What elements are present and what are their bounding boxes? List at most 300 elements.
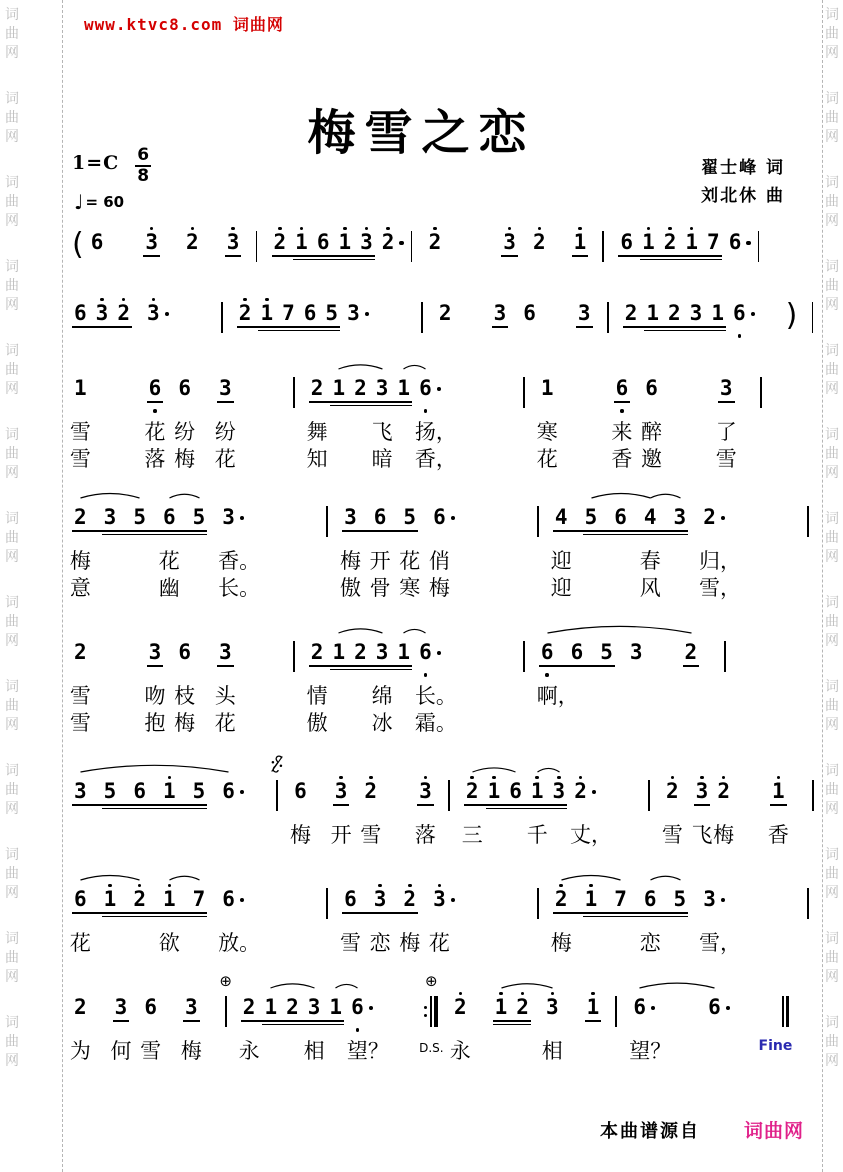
score-line	[69, 620, 788, 735]
barline	[275, 773, 279, 845]
note-2: 2 永	[241, 989, 258, 1061]
barline	[219, 972, 232, 1061]
footer-site-name[interactable]: 词曲网	[744, 1120, 805, 1142]
rail-char: 词	[5, 343, 19, 359]
note-4: 4 春 风	[642, 499, 659, 598]
note-2: 2	[623, 295, 640, 340]
note-6: 6	[706, 989, 723, 1061]
left-watermark-rail	[2, 6, 22, 1172]
rail-char: 词	[825, 175, 839, 191]
note-3: 3	[688, 295, 705, 340]
lyric: 抱	[144, 711, 166, 735]
note-1: 1	[395, 370, 412, 469]
lyric: 梅	[69, 549, 91, 573]
note-6: 6	[72, 295, 89, 340]
note-2: 2	[352, 634, 369, 733]
rail-char: 网	[5, 885, 19, 901]
note-1-high: 1 香	[770, 773, 787, 845]
lyric: 雪，	[699, 931, 742, 955]
note-3: 3 飞 暗	[374, 370, 391, 469]
meter-numerator: 6	[137, 145, 150, 165]
note-2-high: 2	[514, 989, 531, 1061]
lyric: 香	[767, 823, 789, 847]
segno-icon	[271, 755, 284, 773]
rail-char: 曲	[825, 698, 839, 714]
score	[69, 210, 798, 1063]
note-3-high: 3	[501, 224, 518, 269]
note-6-low: 6 长。 霜。	[414, 640, 457, 735]
rail-char: 曲	[825, 278, 839, 294]
lyric: 了	[715, 420, 737, 444]
lyric: 吻	[144, 684, 166, 708]
barline	[420, 295, 424, 340]
rail-char: 曲	[825, 950, 839, 966]
barline	[536, 881, 540, 953]
rail-char: 网	[5, 1053, 19, 1069]
note-3: 3	[72, 773, 89, 845]
right-dashed-border	[822, 0, 823, 1172]
augmentation-dot	[240, 516, 244, 520]
note-5: 5	[191, 773, 208, 845]
tempo-value: = 60	[85, 193, 125, 211]
barline	[606, 295, 610, 340]
barline	[220, 295, 224, 340]
rail-char: 曲	[5, 866, 19, 882]
note-3: 3 纷 花	[214, 376, 236, 471]
rail-char: 词	[825, 1015, 839, 1031]
note-6: 6 花 幽	[161, 499, 178, 598]
lyric: 纷	[214, 420, 236, 444]
barline	[447, 773, 451, 845]
lyric: 纷	[174, 420, 196, 444]
note-5: 5	[583, 499, 600, 598]
lyric: 梅	[180, 1039, 202, 1063]
lyric: 欲	[158, 931, 180, 955]
rail-char: 词	[825, 259, 839, 275]
lyric: 雪	[69, 684, 91, 708]
rail-char: 曲	[5, 362, 19, 378]
rail-char: 曲	[825, 194, 839, 210]
augmentation-dot	[240, 790, 244, 794]
lyric: 暗	[371, 447, 393, 471]
note-3: 3 梅	[180, 995, 202, 1063]
note-2-high: 2	[531, 224, 548, 269]
barline	[522, 634, 526, 733]
lyric: 花	[214, 711, 236, 735]
augmentation-dot	[365, 312, 369, 316]
lyric: 落	[414, 823, 436, 847]
note-2: 2 情 傲	[309, 634, 326, 733]
note-3: 3	[492, 295, 509, 340]
note-1-high: 1	[293, 224, 310, 269]
lyric: 香。	[218, 549, 261, 573]
barline	[723, 634, 727, 733]
augmentation-dot	[651, 1006, 655, 1010]
note-2: 2 舞 知	[309, 370, 326, 469]
lyric: 枝	[174, 684, 196, 708]
augmentation-dot	[592, 790, 596, 794]
score-line	[69, 972, 793, 1063]
note-2-high: 2	[662, 224, 679, 269]
rail-char: 曲	[825, 782, 839, 798]
note-2: 2 梅 意	[72, 499, 89, 598]
note-6-low: 6 来 香	[611, 376, 633, 471]
augmentation-dot	[165, 312, 169, 316]
note-1: 1	[709, 295, 726, 340]
note-6: 6 纷 梅	[174, 376, 196, 471]
note-2-high: 2 丈，	[572, 773, 589, 845]
lyric: 舞	[306, 420, 328, 444]
note-6: 6	[618, 224, 635, 269]
note-5: 5	[191, 499, 208, 598]
lyric: 雪	[360, 823, 382, 847]
lyric: 相	[541, 1039, 563, 1063]
rail-char: 曲	[5, 950, 19, 966]
rail-char: 词	[825, 847, 839, 863]
note-1: 1	[330, 634, 347, 733]
barline	[325, 499, 329, 598]
note-3: 3	[672, 499, 689, 598]
time-signature	[135, 146, 151, 186]
lyric: 开	[330, 823, 352, 847]
rail-char: 曲	[5, 1034, 19, 1050]
barline	[292, 634, 296, 733]
lyric: 梅	[713, 823, 735, 847]
note-6: 6	[131, 773, 148, 845]
barline	[254, 224, 258, 269]
rail-char: 曲	[825, 110, 839, 126]
lyric: 花	[428, 931, 450, 955]
rail-char: 词	[825, 7, 839, 23]
rail-char: 词	[5, 679, 19, 695]
note-2-high: 2 梅	[553, 881, 570, 953]
note-1: 1	[330, 370, 347, 469]
barline	[409, 224, 413, 269]
note-1-high: 1	[683, 224, 700, 269]
rail-char: 曲	[5, 782, 19, 798]
note-2: 2 雪 雪	[69, 640, 91, 735]
note-3: 3 梅 傲	[342, 499, 359, 598]
note-7: 7	[705, 224, 722, 269]
rail-char: 曲	[5, 698, 19, 714]
note-2-high: 2	[115, 295, 132, 340]
quarter-note-icon: ♩	[74, 190, 84, 214]
rail-char: 曲	[5, 446, 19, 462]
lyric: 梅	[289, 823, 311, 847]
barline	[292, 370, 296, 469]
lyric: 意	[69, 576, 91, 600]
note-7: 7	[280, 295, 297, 340]
note-1: 1	[395, 634, 412, 733]
lyric: 花	[214, 447, 236, 471]
rail-char: 曲	[825, 1034, 839, 1050]
note-1-high: 1 千	[529, 773, 546, 845]
rail-char: 曲	[825, 26, 839, 42]
lyric: 啊，	[536, 684, 579, 708]
note-3-high: 3	[94, 295, 111, 340]
lyric: 雪	[715, 447, 737, 471]
rail-char: 网	[825, 465, 839, 481]
note-2-high: 2 三	[464, 773, 481, 845]
lyric: 梅	[174, 447, 196, 471]
note-6: 6 醉 邀	[641, 376, 663, 471]
rail-char: 词	[5, 595, 19, 611]
lyric: 千	[526, 823, 548, 847]
note-6: 6	[523, 301, 536, 325]
note-6: 6 花	[72, 881, 89, 953]
lyric: 花	[69, 931, 91, 955]
lyric: 梅	[399, 931, 421, 955]
lyric: 飞	[371, 420, 393, 444]
credits	[701, 154, 785, 210]
note-1-high: 1 欲	[161, 881, 178, 953]
note-6-low: 6 望？	[346, 995, 389, 1063]
note-6-low: 6	[731, 295, 748, 340]
score-line	[72, 281, 798, 340]
note-2: 2	[284, 989, 301, 1061]
note-2-high: 2 梅	[715, 773, 732, 845]
augmentation-dot	[726, 1006, 730, 1010]
barline	[601, 224, 605, 269]
rail-char: 曲	[5, 614, 19, 630]
note-1-high: 1	[102, 881, 119, 953]
lyric: 梅	[339, 549, 361, 573]
segno-icon	[271, 755, 284, 773]
parenthesis: (	[72, 227, 84, 262]
score-line	[69, 867, 788, 955]
repeat-end-barline	[419, 972, 444, 1061]
augmentation-dot	[240, 898, 244, 902]
lyric: 望？	[346, 1039, 389, 1063]
lyric: 雪	[339, 931, 361, 955]
lyric: 永	[449, 1039, 471, 1063]
note-3-high: 3 恋	[372, 881, 389, 953]
lyric: 春	[639, 549, 661, 573]
key-signature: 1=C	[72, 152, 120, 174]
augmentation-dot	[437, 651, 441, 655]
note-1-high: 1	[572, 224, 589, 269]
lyric: 寒	[399, 576, 421, 600]
rail-char: 曲	[5, 26, 19, 42]
note-6: 6	[569, 634, 586, 733]
rail-char: 词	[825, 931, 839, 947]
note-3: 3 头 花	[214, 640, 236, 735]
note-6-low: 6 啊，	[536, 640, 579, 708]
note-3-high: 3 开	[333, 773, 350, 845]
rail-char: 网	[825, 885, 839, 901]
rail-char: 网	[5, 969, 19, 985]
song-title: 梅雪之恋	[307, 105, 536, 161]
rail-char: 网	[825, 381, 839, 397]
augmentation-dot	[721, 516, 725, 520]
note-6: 6 雪	[342, 881, 359, 953]
note-1: 1 寒 花	[536, 376, 558, 471]
site-watermark-url[interactable]: www.ktvc8.com 词曲网	[84, 15, 284, 34]
rail-char: 词	[5, 7, 19, 23]
rail-char: 网	[5, 717, 19, 733]
augmentation-dot	[751, 312, 755, 316]
augmentation-dot	[399, 241, 403, 245]
lyric: 何	[110, 1039, 132, 1063]
lyric: 三	[461, 823, 483, 847]
note-3-high: 3 花	[431, 881, 448, 953]
note-6-low: 6 花 落	[144, 376, 166, 471]
rail-char: 词	[825, 511, 839, 527]
note-2-high: 2	[184, 224, 201, 269]
lyric: 雪	[69, 447, 91, 471]
barline	[536, 499, 540, 598]
barline	[522, 370, 526, 469]
lyric: 来	[611, 420, 633, 444]
note-1-high: 1	[258, 295, 275, 340]
rail-char: 网	[5, 633, 19, 649]
barline	[614, 989, 618, 1061]
rail-char: 曲	[825, 614, 839, 630]
lyric: 望？	[629, 1039, 672, 1063]
lyric: 绵	[371, 684, 393, 708]
note-1: 1	[644, 295, 661, 340]
note-6: 6 放。	[218, 887, 261, 955]
note-6: 6 梅	[289, 779, 311, 847]
note-2-high: 2 雪	[664, 773, 681, 845]
note-3: 3 吻 抱	[144, 640, 166, 735]
rail-char: 词	[5, 91, 19, 107]
lyric: 骨	[369, 576, 391, 600]
rail-char: 网	[5, 465, 19, 481]
rail-char: 网	[825, 129, 839, 145]
lyric: 霜。	[414, 711, 457, 735]
rail-char: 网	[5, 381, 19, 397]
note-6: 6	[90, 230, 104, 254]
rail-char: 网	[825, 717, 839, 733]
score-line	[69, 356, 788, 471]
right-watermark-rail	[822, 6, 842, 1172]
note-4: 4 迎 迎	[553, 499, 570, 598]
key-signature-block	[72, 145, 151, 186]
lyric: 花	[536, 447, 558, 471]
coda-icon: ⊕	[425, 972, 438, 990]
note-2: 2	[683, 634, 700, 733]
rail-char: 词	[5, 259, 19, 275]
note-6: 6 开 骨	[372, 499, 389, 598]
note-6: 6 俏 梅	[431, 499, 448, 598]
rail-char: 词	[5, 931, 19, 947]
rail-char: 网	[825, 297, 839, 313]
coda-icon: ⊕	[219, 972, 232, 990]
note-7: 7	[191, 881, 208, 953]
rail-char: 词	[5, 427, 19, 443]
rail-char: 词	[825, 679, 839, 695]
rail-char: 曲	[5, 194, 19, 210]
note-1: 1	[327, 989, 344, 1061]
lyric: 归，	[699, 549, 742, 573]
rail-char: 网	[5, 45, 19, 61]
rail-char: 曲	[825, 446, 839, 462]
note-1-high: 1	[585, 989, 602, 1061]
rail-char: 词	[5, 1015, 19, 1031]
rail-char: 词	[5, 511, 19, 527]
note-2: 2	[666, 295, 683, 340]
note-1-high: 1	[161, 773, 178, 845]
lyric: 迎	[550, 549, 572, 573]
lyric: 头	[214, 684, 236, 708]
lyric: 雪	[661, 823, 683, 847]
rail-char: 网	[5, 129, 19, 145]
note-2: 2	[352, 370, 369, 469]
rail-char: 词	[825, 91, 839, 107]
barline	[759, 370, 763, 469]
augmentation-dot	[451, 898, 455, 902]
note-2-high: 2 永	[452, 989, 469, 1061]
augmentation-dot	[451, 516, 455, 520]
note-3: 3	[345, 295, 362, 340]
lyric: 雪	[140, 1039, 162, 1063]
barline	[806, 881, 810, 953]
barline	[810, 295, 814, 340]
lyric: 花	[399, 549, 421, 573]
note-5: 5	[598, 634, 615, 733]
note-2: 2 为	[69, 995, 91, 1063]
note-2-high: 2	[131, 881, 148, 953]
note-3-high: 3 相	[544, 989, 561, 1061]
lyric: 寒	[536, 420, 558, 444]
lyric: 花	[158, 549, 180, 573]
rail-char: 网	[825, 549, 839, 565]
note-3-high: 3 飞	[694, 773, 711, 845]
note-5: 5	[672, 881, 689, 953]
lyric: 放。	[218, 931, 261, 955]
lyric: 梅	[174, 711, 196, 735]
lyric: 长。	[218, 576, 261, 600]
lyric: 俏	[428, 549, 450, 573]
note-5: 5	[102, 773, 119, 845]
lyric: 迎	[550, 576, 572, 600]
note-5: 5	[131, 499, 148, 598]
score-line	[72, 210, 788, 269]
note-3-high: 3	[225, 224, 242, 269]
note-7: 7	[612, 881, 629, 953]
rail-char: 网	[825, 969, 839, 985]
note-2-high: 2	[427, 224, 444, 269]
rail-char: 词	[5, 847, 19, 863]
rail-char: 网	[825, 213, 839, 229]
barline	[806, 499, 810, 598]
lyric: 梅	[428, 576, 450, 600]
note-3-high: 3	[358, 224, 375, 269]
rail-char: 曲	[825, 866, 839, 882]
note-6: 6	[507, 773, 524, 845]
note-1-high: 1	[336, 224, 353, 269]
rail-char: 曲	[5, 530, 19, 546]
note-6-low: 6 扬， 香，	[414, 376, 457, 471]
rail-char: 网	[5, 213, 19, 229]
lyric: 香	[611, 447, 633, 471]
note-3: 3 相	[306, 989, 323, 1061]
note-3: 3 绵 冰	[374, 634, 391, 733]
note-5: 5	[323, 295, 340, 340]
note-2-high: 2	[272, 224, 289, 269]
score-line	[69, 485, 788, 600]
meter-denominator: 8	[137, 166, 150, 186]
lyric: 落	[144, 447, 166, 471]
note-3-high: 3	[551, 773, 568, 845]
lyric: 冰	[371, 711, 393, 735]
note-6: 6	[302, 295, 319, 340]
barline	[756, 224, 760, 269]
lyric: 情	[306, 684, 328, 708]
augmentation-dot	[721, 898, 725, 902]
lyric: 花	[144, 420, 166, 444]
